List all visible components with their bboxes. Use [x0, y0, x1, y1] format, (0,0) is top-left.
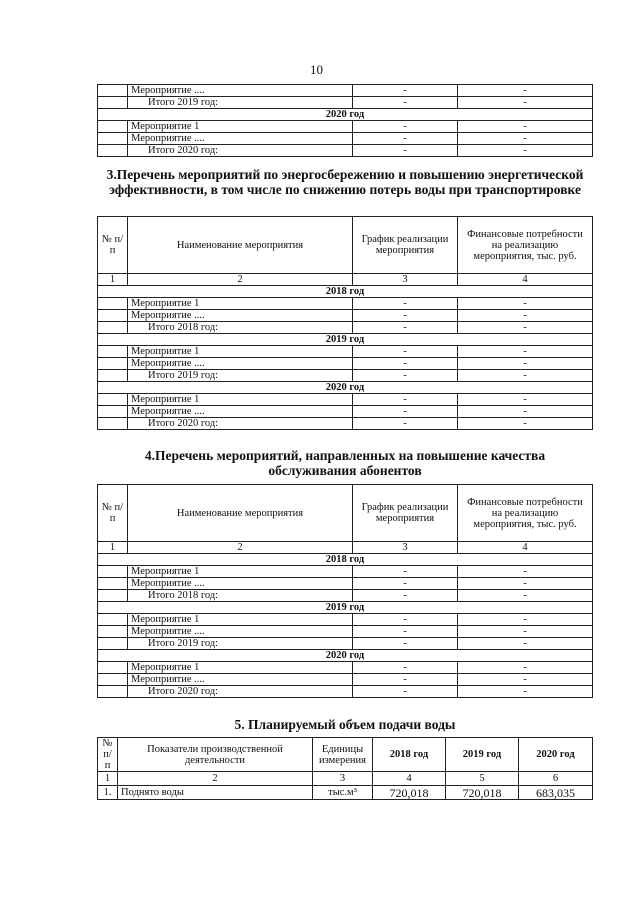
finance-cell: - — [458, 578, 593, 590]
table-section4 — [97, 484, 593, 698]
row-number-cell — [98, 614, 128, 626]
event-name-cell: Итого 2020 год: — [128, 686, 353, 698]
schedule-cell: - — [353, 394, 458, 406]
schedule-cell: - — [353, 97, 458, 109]
column-number-row — [98, 274, 593, 286]
table-row — [98, 121, 593, 133]
finance-cell: - — [458, 85, 593, 97]
schedule-cell: - — [353, 85, 458, 97]
schedule-cell: - — [353, 121, 458, 133]
column-header: Наименование мероприятия — [128, 217, 353, 274]
row-number-cell — [98, 418, 128, 430]
table-section3 — [97, 216, 593, 430]
table-row — [98, 97, 593, 109]
section5-title: 5. Планируемый объем подачи воды — [234, 717, 456, 732]
column-number: 3 — [353, 274, 458, 286]
finance-cell: - — [458, 145, 593, 157]
column-number: 4 — [373, 772, 446, 786]
column-header: 2020 год — [519, 738, 593, 772]
row-number-cell — [98, 686, 128, 698]
event-name-cell: Мероприятие .... — [128, 133, 353, 145]
unit-cell: тыс.м³ — [313, 786, 373, 800]
row-number-cell — [98, 674, 128, 686]
row-number-cell — [98, 406, 128, 418]
finance-cell: - — [458, 346, 593, 358]
year-row — [98, 602, 593, 614]
page-number: 10 — [310, 62, 323, 77]
column-header: № п/п — [98, 738, 118, 772]
row-number-cell — [98, 346, 128, 358]
event-name-cell: Итого 2020 год: — [128, 418, 353, 430]
table-row — [98, 310, 593, 322]
row-number-cell — [98, 590, 128, 602]
column-number: 4 — [458, 542, 593, 554]
schedule-cell: - — [353, 406, 458, 418]
schedule-cell: - — [353, 145, 458, 157]
year-label: 2018 год — [98, 286, 593, 298]
event-name-cell: Мероприятие 1 — [128, 614, 353, 626]
year-row — [98, 109, 593, 121]
row-number-cell — [98, 370, 128, 382]
table-row — [98, 578, 593, 590]
finance-cell: - — [458, 394, 593, 406]
table-row — [98, 614, 593, 626]
finance-cell: - — [458, 614, 593, 626]
year-row — [98, 286, 593, 298]
section4-title: 4.Перечень мероприятий, направленных на повышение качества обслуживания абонентов — [144, 448, 546, 478]
column-number: 5 — [446, 772, 519, 786]
schedule-cell: - — [353, 578, 458, 590]
event-name-cell: Итого 2019 год: — [128, 370, 353, 382]
schedule-cell: - — [353, 638, 458, 650]
table-row — [98, 686, 593, 698]
schedule-cell: - — [353, 358, 458, 370]
table-row — [98, 298, 593, 310]
indicator-name-cell: Поднято воды — [118, 786, 313, 800]
schedule-cell: - — [353, 346, 458, 358]
year-label: 2020 год — [98, 382, 593, 394]
schedule-cell: - — [353, 674, 458, 686]
finance-cell: - — [458, 298, 593, 310]
schedule-cell: - — [353, 590, 458, 602]
year-label: 2019 год — [98, 602, 593, 614]
event-name-cell: Итого 2020 год: — [128, 145, 353, 157]
finance-cell: - — [458, 406, 593, 418]
value-2018-cell: 720,018 — [373, 786, 446, 800]
schedule-cell: - — [353, 686, 458, 698]
schedule-cell: - — [353, 614, 458, 626]
row-number-cell — [98, 298, 128, 310]
event-name-cell: Мероприятие .... — [128, 310, 353, 322]
column-header: № п/п — [98, 217, 128, 274]
year-row — [98, 554, 593, 566]
column-number: 6 — [519, 772, 593, 786]
table-row — [98, 662, 593, 674]
schedule-cell: - — [353, 322, 458, 334]
table-top — [97, 84, 593, 157]
finance-cell: - — [458, 662, 593, 674]
column-number: 1 — [98, 542, 128, 554]
row-number-cell — [98, 133, 128, 145]
column-header: График реализации мероприятия — [353, 217, 458, 274]
schedule-cell: - — [353, 626, 458, 638]
column-header: № п/п — [98, 485, 128, 542]
column-number: 4 — [458, 274, 593, 286]
event-name-cell: Мероприятие .... — [128, 406, 353, 418]
event-name-cell: Итого 2018 год: — [128, 322, 353, 334]
column-header: График реализации мероприятия — [353, 485, 458, 542]
header-row — [98, 738, 593, 772]
finance-cell: - — [458, 322, 593, 334]
column-number: 2 — [128, 274, 353, 286]
schedule-cell: - — [353, 370, 458, 382]
table-row — [98, 358, 593, 370]
row-number-cell — [98, 145, 128, 157]
table-row — [98, 346, 593, 358]
table-row — [98, 85, 593, 97]
column-header: Единицы измерения — [313, 738, 373, 772]
column-number-row — [98, 542, 593, 554]
finance-cell: - — [458, 121, 593, 133]
finance-cell: - — [458, 97, 593, 109]
table-row — [98, 590, 593, 602]
column-number: 3 — [353, 542, 458, 554]
finance-cell: - — [458, 370, 593, 382]
column-header: Финансовые потребности на реализацию мероприятия, тыс. руб. — [458, 485, 593, 542]
year-row — [98, 382, 593, 394]
event-name-cell: Мероприятие .... — [128, 85, 353, 97]
row-number-cell — [98, 310, 128, 322]
table-row — [98, 322, 593, 334]
row-number-cell — [98, 578, 128, 590]
table-row — [98, 566, 593, 578]
year-label: 2018 год — [98, 554, 593, 566]
row-number-cell — [98, 566, 128, 578]
table-row — [98, 145, 593, 157]
finance-cell: - — [458, 566, 593, 578]
finance-cell: - — [458, 358, 593, 370]
finance-cell: - — [458, 686, 593, 698]
event-name-cell: Итого 2019 год: — [128, 638, 353, 650]
event-name-cell: Мероприятие .... — [128, 626, 353, 638]
header-row — [98, 485, 593, 542]
column-number: 2 — [128, 542, 353, 554]
table-row — [98, 394, 593, 406]
event-name-cell: Мероприятие .... — [128, 578, 353, 590]
table-row — [98, 674, 593, 686]
column-number: 3 — [313, 772, 373, 786]
schedule-cell: - — [353, 662, 458, 674]
finance-cell: - — [458, 590, 593, 602]
row-number-cell — [98, 638, 128, 650]
year-row — [98, 650, 593, 662]
column-number: 1 — [98, 274, 128, 286]
table-section5 — [97, 737, 593, 800]
table-row — [98, 786, 593, 800]
section3-title: 3.Перечень мероприятий по энергосбережению и повышению энергетической эффективности, в том числе по снижению потерь воды при транспортировке — [106, 167, 584, 197]
table-row — [98, 638, 593, 650]
event-name-cell: Мероприятие 1 — [128, 121, 353, 133]
row-number-cell — [98, 97, 128, 109]
row-number-cell — [98, 322, 128, 334]
column-header: Финансовые потребности на реализацию мероприятия, тыс. руб. — [458, 217, 593, 274]
row-number-cell — [98, 85, 128, 97]
event-name-cell: Мероприятие 1 — [128, 346, 353, 358]
table-row — [98, 626, 593, 638]
row-number-cell — [98, 358, 128, 370]
year-label: 2019 год — [98, 334, 593, 346]
column-number-row — [98, 772, 593, 786]
event-name-cell: Мероприятие .... — [128, 674, 353, 686]
column-header: Наименование мероприятия — [128, 485, 353, 542]
finance-cell: - — [458, 310, 593, 322]
finance-cell: - — [458, 418, 593, 430]
row-number-cell: 1. — [98, 786, 118, 800]
column-number: 1 — [98, 772, 118, 786]
event-name-cell: Мероприятие 1 — [128, 662, 353, 674]
schedule-cell: - — [353, 310, 458, 322]
table-row — [98, 406, 593, 418]
column-number: 2 — [118, 772, 313, 786]
event-name-cell: Итого 2018 год: — [128, 590, 353, 602]
table-row — [98, 370, 593, 382]
column-header: 2019 год — [446, 738, 519, 772]
year-label: 2020 год — [98, 650, 593, 662]
event-name-cell: Мероприятие 1 — [128, 566, 353, 578]
year-row — [98, 334, 593, 346]
header-row — [98, 217, 593, 274]
event-name-cell: Мероприятие 1 — [128, 298, 353, 310]
table-row — [98, 418, 593, 430]
year-label: 2020 год — [98, 109, 593, 121]
row-number-cell — [98, 626, 128, 638]
row-number-cell — [98, 662, 128, 674]
event-name-cell: Мероприятие 1 — [128, 394, 353, 406]
finance-cell: - — [458, 626, 593, 638]
value-2020-cell: 683,035 — [519, 786, 593, 800]
schedule-cell: - — [353, 298, 458, 310]
schedule-cell: - — [353, 133, 458, 145]
value-2019-cell: 720,018 — [446, 786, 519, 800]
column-header: Показатели производственной деятельности — [118, 738, 313, 772]
schedule-cell: - — [353, 418, 458, 430]
finance-cell: - — [458, 133, 593, 145]
row-number-cell — [98, 394, 128, 406]
finance-cell: - — [458, 638, 593, 650]
row-number-cell — [98, 121, 128, 133]
finance-cell: - — [458, 674, 593, 686]
column-header: 2018 год — [373, 738, 446, 772]
table-row — [98, 133, 593, 145]
event-name-cell: Итого 2019 год: — [128, 97, 353, 109]
event-name-cell: Мероприятие .... — [128, 358, 353, 370]
schedule-cell: - — [353, 566, 458, 578]
